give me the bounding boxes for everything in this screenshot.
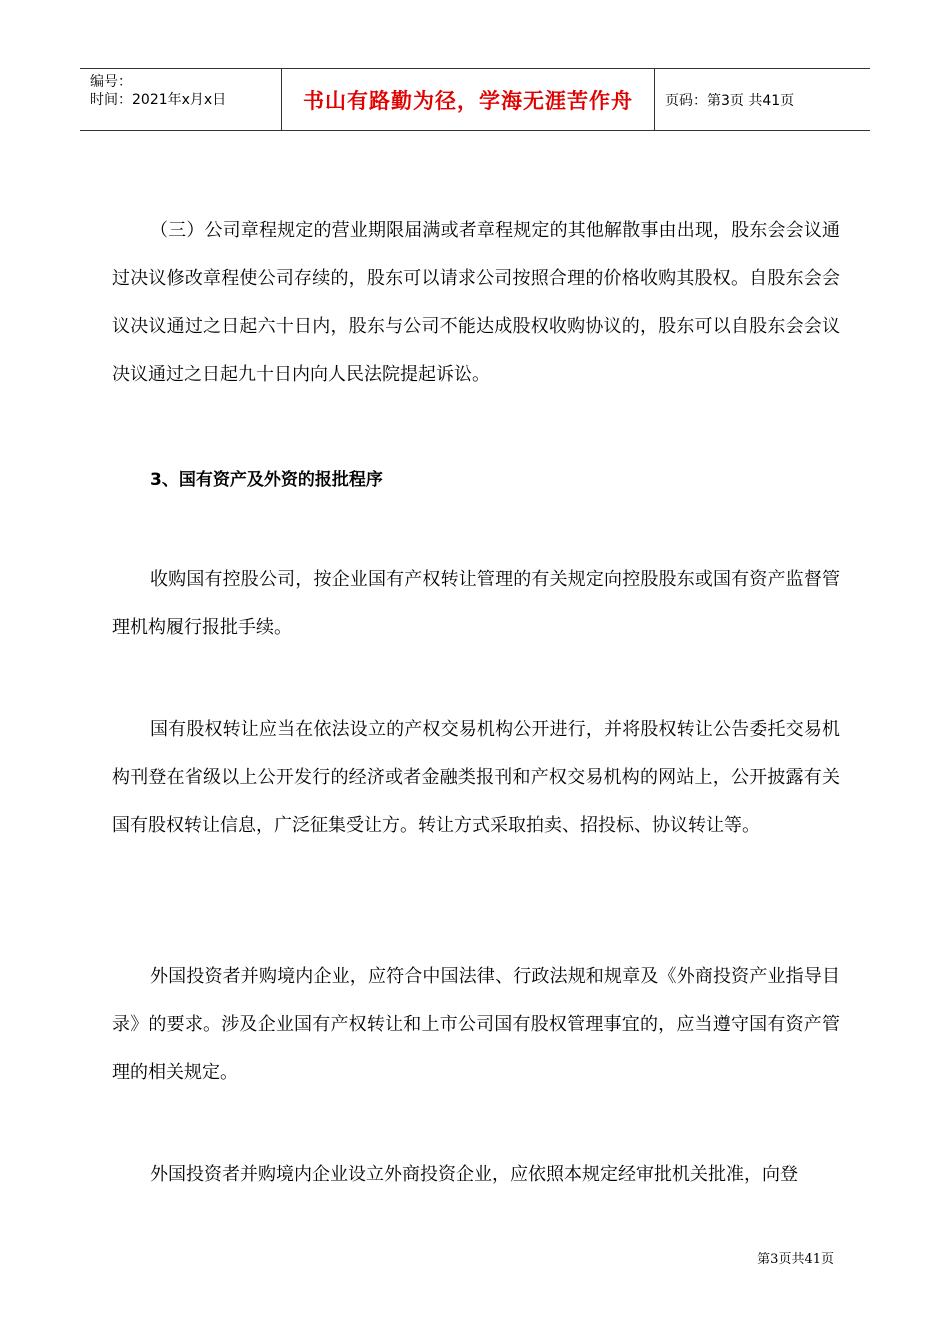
header-page-info: 页码：第3页 共41页: [665, 92, 795, 109]
paragraph-state-holding: 收购国有控股公司，按企业国有产权转让管理的有关规定向控股股东或国有资产监督管理机构履行报批手续。: [112, 569, 840, 638]
header-meta: [80, 69, 280, 130]
section-heading: 3、国有资产及外资的报批程序: [150, 470, 383, 490]
document-number-label: 编号：: [90, 74, 132, 90]
paragraph-dissolution: （三）公司章程规定的营业期限届满或者章程规定的其他解散事由出现，股东会会议通过决议修改章程使公司存续的，股东可以请求公司按照合理的价格收购其股权。自股东会会议决议通过之日起六十日内，股东与公司不能达成股权收购协议的，股东可以自股东会会议决议通过之日起九十日内向人民法院提起诉讼。: [112, 220, 840, 385]
document-date: 时间：2021年x月x日: [90, 92, 227, 108]
paragraph-state-equity-transfer: 国有股权转让应当在依法设立的产权交易机构公开进行，并将股权转让公告委托交易机构刊登在省级以上公开发行的经济或者金融类报刊和产权交易机构的网站上，公开披露有关国有股权转让信息，广泛征集受让方。转让方式采取拍卖、招投标、协议转让等。: [112, 719, 840, 836]
page-header: [80, 68, 870, 131]
header-motto: 书山有路勤为径，学海无涯苦作舟: [281, 69, 655, 130]
paragraph-foreign-enterprise: 外国投资者并购境内企业设立外商投资企业，应依照本规定经审批机关批准，向登: [150, 1164, 798, 1185]
page-footer: 第3页共41页: [757, 1252, 834, 1267]
paragraph-foreign-merger: 外国投资者并购境内企业，应符合中国法律、行政法规和规章及《外商投资产业指导目录》的要求。涉及企业国有产权转让和上市公司国有股权管理事宜的，应当遵守国有资产管理的相关规定。: [112, 966, 840, 1083]
